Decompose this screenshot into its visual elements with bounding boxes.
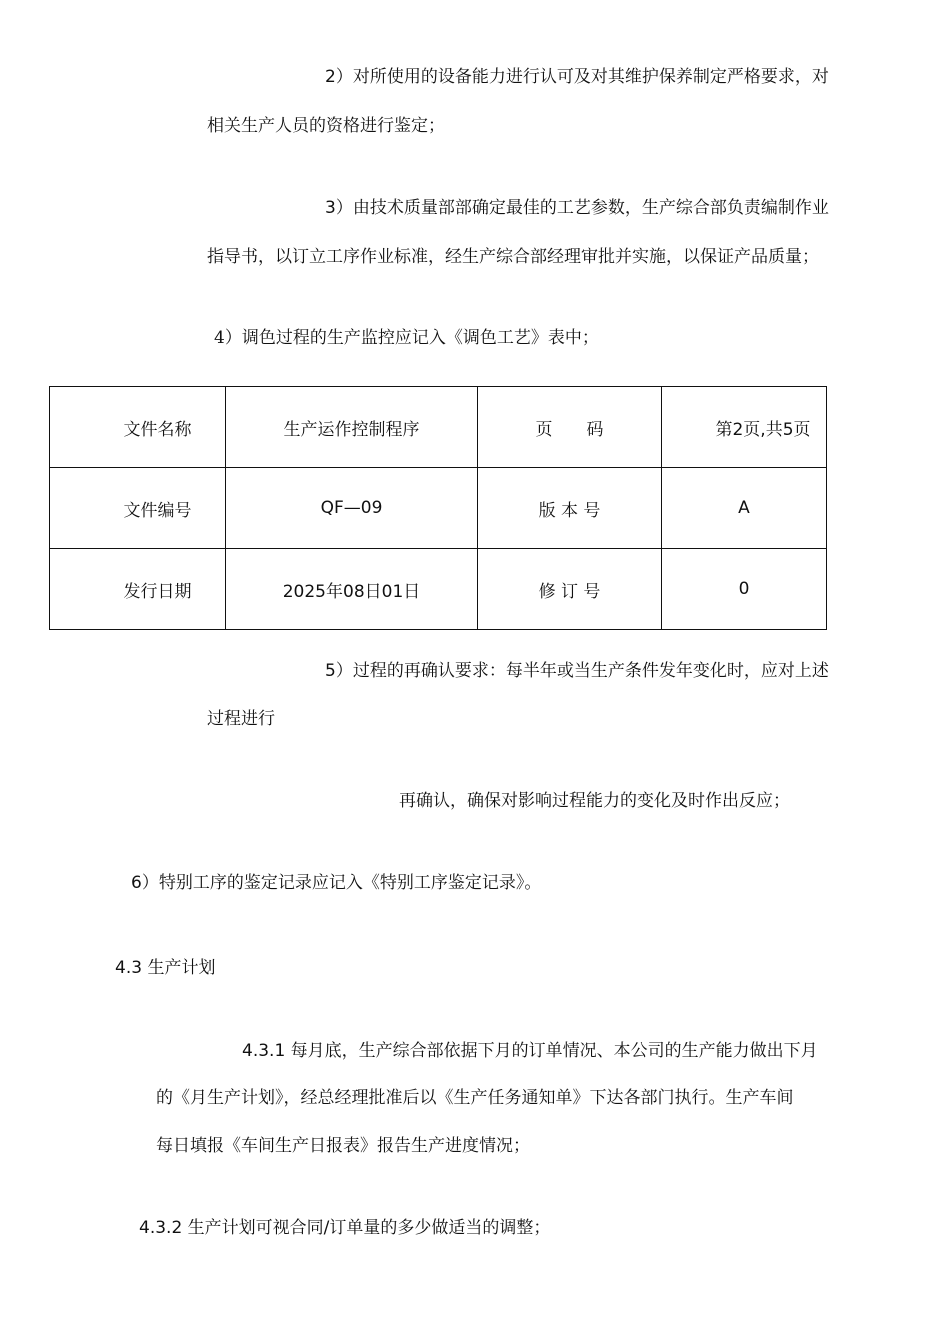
file-code-value: QF—09 [226, 468, 478, 549]
para-5-line-2: 过程进行 [207, 709, 275, 729]
file-name-value: 生产运作控制程序 [226, 387, 478, 468]
para-6: 6）特别工序的鉴定记录应记入《特别工序鉴定记录》。 [131, 873, 542, 893]
table-row [50, 468, 827, 549]
page-number-value: 第2页,共5页 [662, 387, 827, 468]
section-4-3-1-line-3: 每日填报《车间生产日报表》报告生产进度情况； [156, 1136, 530, 1156]
version-value: A [662, 468, 827, 549]
section-4-3-1-line-2: 的《月生产计划》，经总经理批准后以《生产任务通知单》下达各部门执行。生产车间 [156, 1088, 794, 1108]
para-4 [214, 327, 599, 349]
para-5-line-3: 再确认，确保对影响过程能力的变化及时作出反应； [399, 791, 790, 811]
para-4-number: 4 [214, 328, 225, 348]
para-4-text: ）调色过程的生产监控应记入《调色工艺》表中； [224, 328, 599, 348]
table-row [50, 387, 827, 468]
file-code-label: 文件编号 [50, 468, 226, 549]
section-heading-4-3: 4.3 生产计划 [115, 958, 216, 978]
para-3-line-1: 3）由技术质量部部确定最佳的工艺参数，生产综合部负责编制作业 [325, 198, 829, 218]
para-2-line-1: 2）对所使用的设备能力进行认可及对其维护保养制定严格要求，对 [325, 67, 829, 87]
revision-value: 0 [662, 549, 827, 630]
document-info-table [49, 386, 827, 630]
issue-date-value: 2025年08日01日 [226, 549, 478, 630]
para-2-line-2: 相关生产人员的资格进行鉴定； [207, 116, 445, 136]
version-label: 版 本 号 [478, 468, 662, 549]
file-name-label: 文件名称 [50, 387, 226, 468]
issue-date-label: 发行日期 [50, 549, 226, 630]
revision-label: 修 订 号 [478, 549, 662, 630]
para-3-line-2: 指导书，以订立工序作业标准，经生产综合部经理审批并实施，以保证产品质量； [207, 247, 819, 267]
table-row [50, 549, 827, 630]
section-4-3-2: 4.3.2 生产计划可视合同/订单量的多少做适当的调整； [139, 1218, 551, 1238]
page-number-label: 页 码 [478, 387, 662, 468]
section-4-3-1-line-1: 4.3.1 每月底，生产综合部依据下月的订单情况、本公司的生产能力做出下月 [242, 1041, 818, 1061]
para-5-line-1: 5）过程的再确认要求：每半年或当生产条件发年变化时，应对上述 [325, 661, 829, 681]
